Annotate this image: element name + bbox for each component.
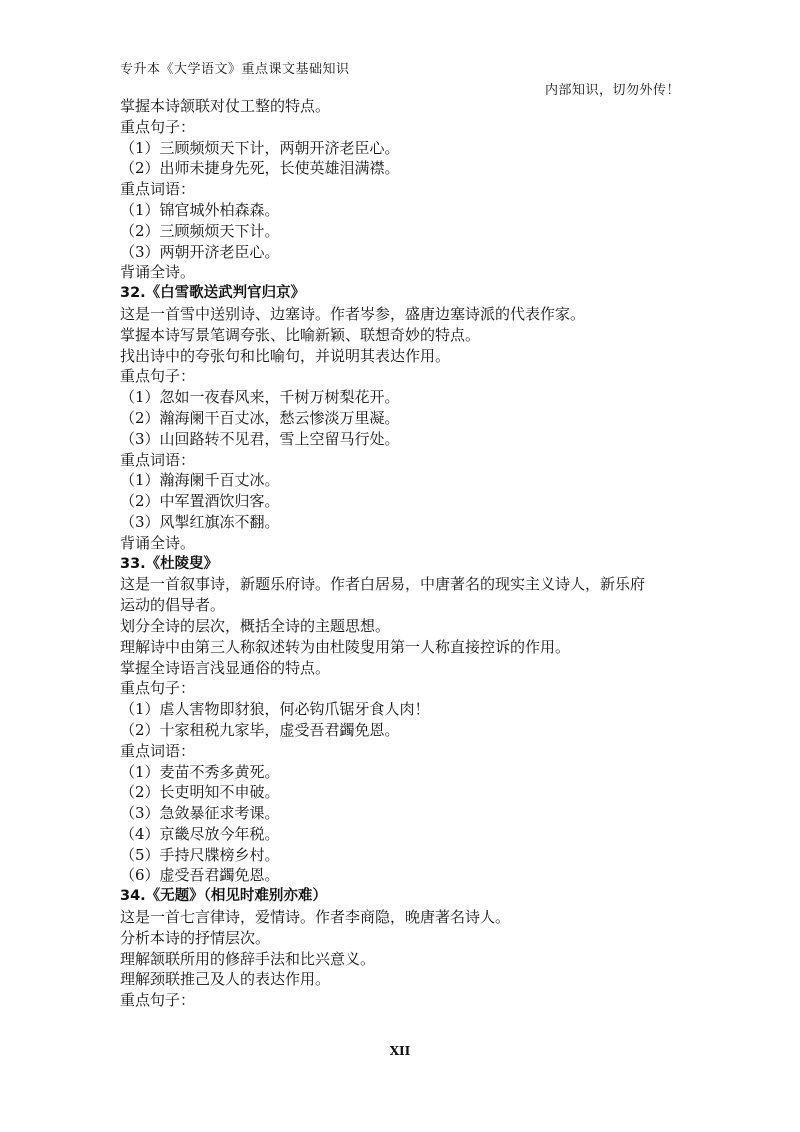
text-line: （2）三顾频烦天下计。 xyxy=(120,221,280,240)
text-line: 重点词语： xyxy=(120,180,196,199)
text-line: 运动的倡导者。 xyxy=(120,596,226,615)
text-line: 分析本诗的抒情层次。 xyxy=(120,928,271,947)
text-line: 理解颔联所用的修辞手法和比兴意义。 xyxy=(120,949,376,968)
text-line: （2）长吏明知不申破。 xyxy=(120,783,280,802)
text-line: （1）麦苗不秀多黄死。 xyxy=(120,762,280,781)
text-line: 掌握全诗语言浅显通俗的特点。 xyxy=(120,658,331,677)
text-line: 重点句子： xyxy=(120,991,196,1010)
document-body xyxy=(120,96,700,1011)
text-line: （1）瀚海阑千百丈冰。 xyxy=(120,471,280,490)
text-line: （3）急敛暴征求考课。 xyxy=(120,804,280,823)
text-line: 理解颈联推己及人的表达作用。 xyxy=(120,970,331,989)
text-line: 找出诗中的夸张句和比喻句，并说明其表达作用。 xyxy=(120,346,451,365)
text-line: （1）忽如一夜春风来，千树万树梨花开。 xyxy=(120,388,400,407)
text-line: 重点句子： xyxy=(120,367,196,386)
text-line: （2）出师未捷身先死，长使英雄泪满襟。 xyxy=(120,159,400,178)
text-line: 这是一首七言律诗，爱情诗。作者李商隐，晚唐著名诗人。 xyxy=(120,908,511,927)
page-header-title: 专升本《大学语文》重点课文基础知识 xyxy=(120,62,350,77)
page-number: XII xyxy=(389,1044,411,1058)
text-line: 背诵全诗。 xyxy=(120,533,196,552)
text-line: 划分全诗的层次，概括全诗的主题思想。 xyxy=(120,616,391,635)
text-line: 这是一首雪中送别诗、边塞诗。作者岑参，盛唐边塞诗派的代表作家。 xyxy=(120,304,586,323)
text-line: （3）风掣红旗冻不翻。 xyxy=(120,512,280,531)
text-line: 重点句子： xyxy=(120,117,196,136)
text-line: （2）瀚海阑干百丈冰，愁云惨淡万里凝。 xyxy=(120,408,400,427)
text-line: （5）手持尺牒榜乡村。 xyxy=(120,845,280,864)
text-line: （1）虐人害物即豺狼，何必钩爪锯牙食人肉！ xyxy=(120,700,430,719)
section-heading: 32.《白雪歌送武判官归京》 xyxy=(120,285,306,302)
text-line: （3）两朝开济老臣心。 xyxy=(120,242,280,261)
text-line: （1）锦官城外柏森森。 xyxy=(120,200,280,219)
text-line: （1）三顾频烦天下计，两朝开济老臣心。 xyxy=(120,138,400,157)
text-line: 背诵全诗。 xyxy=(120,263,196,282)
text-line: （6）虚受吾君蠲免恩。 xyxy=(120,866,280,885)
page-header-notice: 内部知识，切勿外传！ xyxy=(544,83,680,98)
text-line: 掌握本诗颔联对仗工整的特点。 xyxy=(120,97,331,115)
section-heading: 33.《杜陵叟》 xyxy=(120,555,219,572)
text-line: 掌握本诗写景笔调夸张、比喻新颖、联想奇妙的特点。 xyxy=(120,325,481,344)
text-line: （3）山回路转不见君，雪上空留马行处。 xyxy=(120,429,400,448)
text-line: （2）中军置酒饮归客。 xyxy=(120,492,280,511)
text-line: 这是一首叙事诗，新题乐府诗。作者白居易，中唐著名的现实主义诗人，新乐府 xyxy=(120,575,646,594)
text-line: 重点词语： xyxy=(120,450,196,469)
text-line: 重点句子： xyxy=(120,679,196,698)
text-line: 重点词语： xyxy=(120,741,196,760)
text-line: （4）京畿尽放今年税。 xyxy=(120,824,280,843)
text-line: （2）十家租税九家毕，虚受吾君蠲免恩。 xyxy=(120,720,400,739)
section-heading: 34.《无题》（相见时难别亦难） xyxy=(120,888,327,905)
text-line: 理解诗中由第三人称叙述转为由杜陵叟用第一人称直接控诉的作用。 xyxy=(120,637,571,656)
